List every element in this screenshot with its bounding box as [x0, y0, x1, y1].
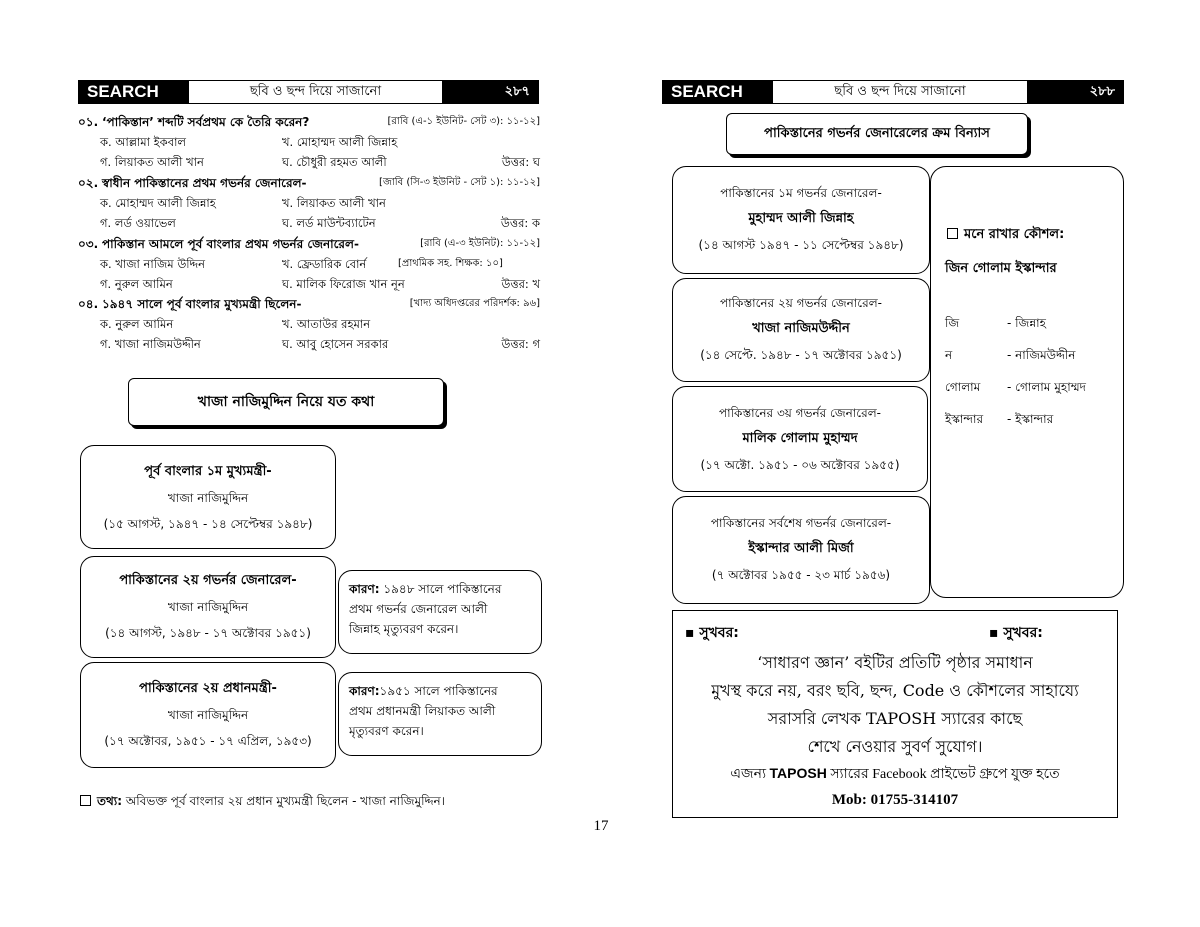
page-number: 17 — [593, 818, 609, 834]
promo-line: মুখস্থ করে নয়, বরং ছবি, ছন্দ, Code ও কৌশলের সাহায্যে — [711, 681, 1079, 700]
option: ঘ. লর্ড মাউন্টব্যাটেন — [282, 216, 376, 230]
reason-line: মৃত্যুবরণ করেন। — [349, 724, 424, 738]
option: খ. মোহাম্মদ আলী জিন্নাহ — [282, 135, 398, 149]
option: খ. আতাউর রহমান — [282, 317, 371, 331]
mnemonic-label: মনে রাখার কৌশল: — [964, 227, 1065, 242]
question-source: [খাদ্য অধিদপ্তরের পরিদর্শক: ৯৬] — [409, 298, 540, 309]
info-card-3 — [80, 662, 336, 768]
governor-dates: (১৪ আগস্ট ১৯৪৭ - ১১ সেপ্টেম্বর ১৯৪৮) — [698, 238, 904, 252]
option: ক. মোহাম্মদ আলী জিন্নাহ — [100, 196, 216, 210]
section-title-box — [726, 113, 1028, 155]
section-title-box — [128, 378, 444, 426]
header-topic: ছবি ও ছন্দ দিয়ে সাজানো — [773, 81, 1027, 103]
question-4 — [78, 294, 540, 314]
card-title: পাকিস্তানের ২য় গভর্নর জেনারেল- — [119, 573, 297, 588]
reason-line: জিন্নাহ মৃত্যুবরণ করেন। — [349, 622, 459, 636]
question-text: ১৯৪৭ সালে পূর্ব বাংলার মুখ্যমন্ত্রী ছিলেন- — [101, 297, 302, 311]
question-2 — [78, 173, 540, 193]
promo-brand: TAPOSH — [769, 765, 827, 781]
option: ঘ. মালিক ফিরোজ খান নূন — [282, 277, 405, 291]
promo-line: শেখে নেওয়ার সুবর্ণ সুযোগ। — [807, 737, 983, 756]
answer: উত্তর: ঘ — [501, 155, 540, 169]
governor-card-3 — [672, 386, 928, 492]
reason-box-1 — [338, 570, 542, 654]
question-text: স্বাধীন পাকিস্তানের প্রথম গভর্নর জেনারেল- — [102, 176, 307, 190]
card-dates: (১৪ আগস্ট, ১৯৪৮ - ১৭ অক্টোবর ১৯৫১) — [105, 626, 311, 640]
governor-dates: (১৪ সেপ্টে. ১৯৪৮ - ১৭ অক্টোবর ১৯৫১) — [700, 348, 902, 362]
option: ক. আল্লামা ইকবাল — [100, 135, 186, 149]
promo-line: সরাসরি লেখক TAPOSH স্যারের কাছে — [767, 709, 1023, 728]
option: ক. নুরুল আমিন — [100, 317, 174, 331]
info-card-1 — [80, 445, 336, 549]
reason-line — [349, 681, 531, 701]
question-1 — [78, 112, 540, 132]
left-header-bar — [78, 80, 539, 104]
header-topic: ছবি ও ছন্দ দিয়ে সাজানো — [189, 81, 442, 103]
governor-title: পাকিস্তানের ৩য় গভর্নর জেনারেল- — [719, 406, 881, 420]
governor-name: খাজা নাজিমউদ্দীন — [752, 321, 850, 336]
question-number: ০২. — [78, 176, 99, 190]
option: খ. ফ্রেডারিক বোর্ন — [282, 257, 367, 271]
reason-line: প্রথম প্রধানমন্ত্রী লিয়াকত আলী — [349, 704, 496, 718]
mnemonic-value: - গোলাম মুহাম্মদ — [1007, 380, 1086, 394]
mnemonic-key: জি — [945, 316, 960, 330]
card-title: পাকিস্তানের ২য় প্রধানমন্ত্রী- — [139, 681, 277, 696]
search-label: SEARCH — [663, 81, 773, 103]
option: গ. নুরুল আমিন — [100, 277, 173, 291]
governor-title: পাকিস্তানের সর্বশেষ গভর্নর জেনারেল- — [710, 516, 892, 530]
card-title: পূর্ব বাংলার ১ম মুখ্যমন্ত্রী- — [144, 464, 272, 479]
mnemonic-label-row — [947, 225, 1064, 246]
governor-name: মুহাম্মদ আলী জিন্নাহ — [748, 211, 854, 226]
question-text: পাকিস্তান আমলে পূর্ব বাংলার প্রথম গভর্নর জেনারেল- — [102, 237, 359, 251]
answer: উত্তর: ক — [500, 216, 540, 230]
reason-text: ১৯৪৮ সালে পাকিস্তানের — [379, 582, 502, 596]
mnemonic-key: ইস্কান্দার — [945, 412, 984, 426]
option: গ. লিয়াকত আলী খান — [100, 155, 204, 169]
answer: উত্তর: গ — [501, 337, 540, 351]
card-dates: (১৫ আগস্ট, ১৯৪৭ - ১৪ সেপ্টেম্বর ১৯৪৮) — [103, 517, 313, 531]
section-title: পাকিস্তানের গভর্নর জেনারেলের ক্রম বিন্যাস — [764, 126, 990, 141]
option: গ. খাজা নাজিমউদ্দীন — [100, 337, 201, 351]
fact-text: অবিভক্ত পূর্ব বাংলার ২য় প্রধান মুখ্যমন্ত্রী ছিলেন - খাজা নাজিমুদ্দিন। — [125, 794, 445, 808]
header-page-number: ২৮৭ — [442, 81, 538, 103]
right-page — [600, 0, 1200, 927]
promo-tag-left: ▪ সুখবর: — [685, 625, 739, 641]
mnemonic-key: ন — [945, 348, 953, 362]
promo-facebook-line — [673, 761, 1117, 787]
option: ক. খাজা নাজিম উদ্দিন — [100, 257, 205, 271]
governor-title: পাকিস্তানের ২য় গভর্নর জেনারেল- — [720, 296, 882, 310]
option: গ. লর্ড ওয়াভেল — [100, 216, 176, 230]
mnemonic-key: গোলাম — [945, 380, 981, 394]
search-label: SEARCH — [79, 81, 189, 103]
reason-label: কারণ: — [349, 684, 380, 698]
promo-box — [672, 610, 1118, 818]
reason-text: ১৯৫১ সালে পাকিস্তানের — [379, 684, 498, 698]
mnemonic-value: - ইস্কান্দার — [1007, 412, 1054, 426]
mnemonic-phrase: জিন গোলাম ইস্কান্দার — [945, 261, 1057, 276]
card-name: খাজা নাজিমুদ্দিন — [167, 491, 249, 505]
promo-text: স্যারের Facebook প্রাইভেট গ্রুপে যুক্ত হতে — [826, 767, 1060, 782]
option: ঘ. চৌধুরী রহমত আলী — [282, 155, 387, 169]
promo-text: এজন্য — [730, 767, 770, 782]
fact-line — [80, 792, 445, 810]
promo-tag-right: ▪ সুখবর: — [989, 625, 1043, 641]
governor-card-1 — [672, 166, 930, 274]
option: খ. লিয়াকত আলী খান — [282, 196, 386, 210]
mnemonic-value: - নাজিমউদ্দীন — [1007, 348, 1076, 362]
option: ঘ. আবু হোসেন সরকার — [282, 337, 389, 351]
question-source: [রাবি (এ-১ ইউনিট- সেট ৩): ১১-১২] — [387, 116, 540, 127]
right-header-bar — [662, 80, 1124, 104]
question-source: [রাবি (এ-৩ ইউনিট): ১১-১২] — [420, 238, 540, 249]
question-3 — [78, 234, 540, 254]
question-text: ‘পাকিস্তান’ শব্দটি সর্বপ্রথম কে তৈরি করেন? — [101, 115, 310, 129]
promo-mobile: Mob: 01755-314107 — [831, 792, 959, 808]
checkbox-icon — [947, 228, 958, 239]
question-number: ০৪. — [78, 297, 99, 311]
answer: উত্তর: খ — [501, 277, 540, 291]
reason-box-2 — [338, 672, 542, 756]
fact-label: তথ্য: — [97, 794, 123, 808]
promo-line: ‘সাধারণ জ্ঞান’ বইটির প্রতিটি পৃষ্ঠার সমাধান — [757, 653, 1033, 672]
header-page-number: ২৮৮ — [1027, 81, 1123, 103]
card-name: খাজা নাজিমুদ্দিন — [167, 708, 249, 722]
governor-card-4 — [672, 496, 930, 604]
governor-title: পাকিস্তানের ১ম গভর্নর জেনারেল- — [720, 186, 882, 200]
checkbox-icon — [80, 795, 91, 806]
governor-name: ইস্কান্দার আলী মির্জা — [748, 541, 854, 556]
mnemonic-value: - জিন্নাহ — [1007, 316, 1046, 330]
mnemonic-box — [930, 166, 1124, 598]
question-source: [জাবি (সি-৩ ইউনিট - সেট ১): ১১-১২] — [379, 177, 540, 188]
card-name: খাজা নাজিমুদ্দিন — [167, 600, 249, 614]
reason-label: কারণ: — [349, 582, 380, 596]
info-card-2 — [80, 556, 336, 658]
question-extra-source: [প্রাথমিক সহ. শিক্ষক: ১০] — [398, 258, 503, 269]
governor-dates: (১৭ অক্টো. ১৯৫১ - ০৬ অক্টোবর ১৯৫৫) — [700, 458, 900, 472]
reason-line: প্রথম গভর্নর জেনারেল আলী — [349, 602, 488, 616]
question-number: ০১. — [78, 115, 99, 129]
governor-name: মালিক গোলাম মুহাম্মদ — [742, 431, 858, 446]
reason-line — [349, 579, 531, 599]
section-title: খাজা নাজিমুদ্দিন নিয়ে যত কথা — [197, 394, 375, 410]
card-dates: (১৭ অক্টোবর, ১৯৫১ - ১৭ এপ্রিল, ১৯৫৩) — [104, 734, 312, 748]
governor-dates: (৭ অক্টোবর ১৯৫৫ - ২৩ মার্চ ১৯৫৬) — [711, 568, 891, 582]
question-number: ০৩. — [78, 237, 99, 251]
governor-card-2 — [672, 278, 930, 382]
